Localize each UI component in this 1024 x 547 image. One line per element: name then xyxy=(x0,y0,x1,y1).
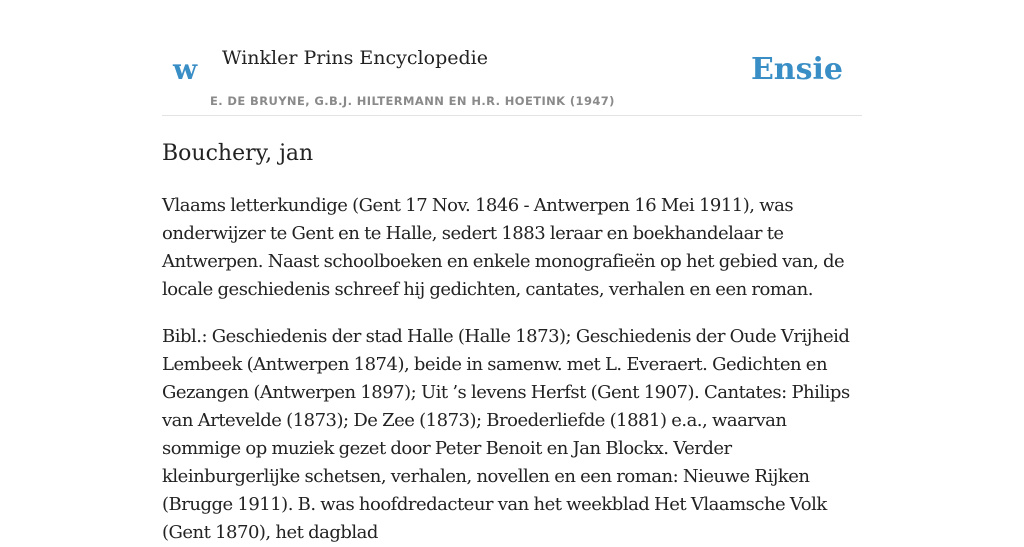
article-bibliography: Bibl.: Geschiedenis der stad Halle (Halle 1873); Geschiedenis der Oude Vrijheid Lembeek (Antwerpen 1874), beide in samenw. met L. Everaert. Gedichten en Gezangen (Antwerpen 1897); Uit ’s levens Herfst (Gent 1907). Cantates: Philips van Artevelde (1873); De Zee (1873); Broederliefde (1881) e.a., waarvan sommige op muziek gezet door Peter Benoit en Jan Blockx. Verder kleinburgerlijke schetsen, verhalen, novellen en een roman: Nieuwe Rijken (Brugge 1911). B. was hoofdredacteur van het weekblad Het Vlaamsche Volk (Gent 1870), het dagblad xyxy=(162,326,850,543)
encyclopedia-authors: E. DE BRUYNE, G.B.J. HILTERMANN EN H.R. HOETINK (1947) xyxy=(210,94,615,108)
ensie-brand-link[interactable]: Ensie xyxy=(750,52,843,87)
article xyxy=(162,132,862,547)
article-paragraph: Vlaams letterkundige (Gent 17 Nov. 1846 - Antwerpen 16 Mei 1911), was onderwijzer te Gent en te Halle, sedert 1883 leraar en boekhandelaar te Antwerpen. Naast schoolboeken en enkele monografieën op het gebied van, de locale geschiedenis schreef hij gedichten, cantates, verhalen en een roman. xyxy=(162,195,845,300)
encyclopedia-title[interactable]: Winkler Prins Encyclopedie xyxy=(222,47,488,69)
article-title: Bouchery, jan xyxy=(162,141,314,166)
winkler-prins-logo-icon[interactable]: w xyxy=(173,53,198,86)
site-header xyxy=(162,0,862,116)
